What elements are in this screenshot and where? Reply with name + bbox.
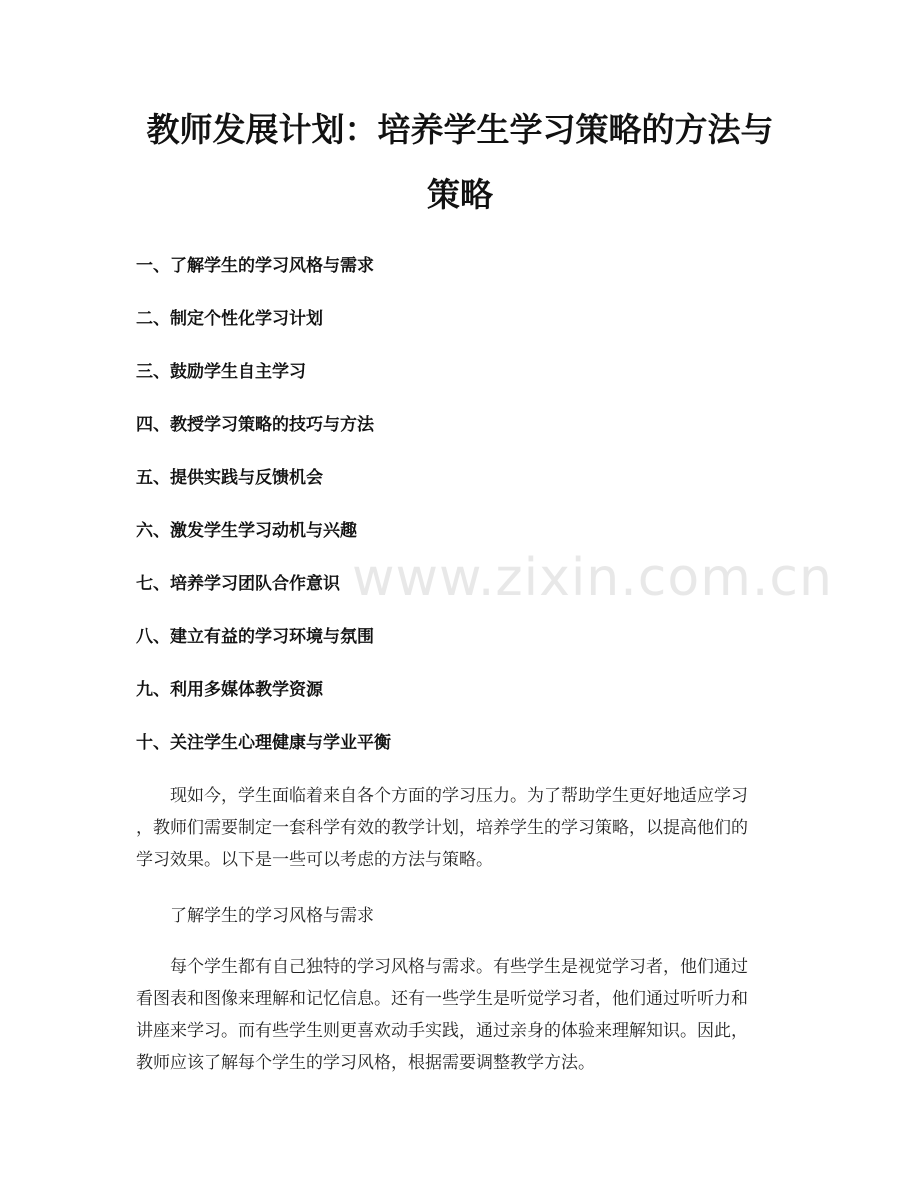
toc-item: 二、制定个性化学习计划 [136, 309, 323, 329]
toc-item: 五、提供实践与反馈机会 [136, 468, 323, 488]
toc-item: 七、培养学习团队合作意识 [136, 574, 340, 594]
intro-paragraph [136, 780, 784, 876]
toc-item: 八、建立有益的学习环境与氛围 [136, 627, 374, 647]
paragraph-line: ，教师们需要制定一套科学有效的教学计划，培养学生的学习策略，以提高他们的 [136, 818, 748, 838]
learning-style-paragraph [136, 951, 784, 1079]
toc-item: 三、鼓励学生自主学习 [136, 362, 306, 382]
watermark-text: www.zixin.com.cn [352, 548, 833, 608]
document-title-line1: 教师发展计划：培养学生学习策略的方法与 [146, 110, 774, 149]
paragraph-line: 看图表和图像来理解和记忆信息。还有一些学生是听觉学习者，他们通过听听力和 [136, 989, 748, 1009]
toc-item: 四、教授学习策略的技巧与方法 [136, 415, 374, 435]
paragraph-line: 讲座来学习。而有些学生则更喜欢动手实践，通过亲身的体验来理解知识。因此， [136, 1021, 748, 1041]
table-of-contents [136, 254, 391, 784]
paragraph-line: 教师应该了解每个学生的学习风格，根据需要调整教学方法。 [136, 1053, 595, 1073]
document-title-line2: 策略 [427, 175, 493, 214]
paragraph-line: 现如今，学生面临着来自各个方面的学习压力。为了帮助学生更好地适应学习 [170, 786, 748, 806]
toc-item: 一、了解学生的学习风格与需求 [136, 256, 374, 276]
toc-item: 六、激发学生学习动机与兴趣 [136, 521, 357, 541]
toc-item: 九、利用多媒体教学资源 [136, 680, 323, 700]
paragraph-line: 每个学生都有自己独特的学习风格与需求。有些学生是视觉学习者，他们通过 [170, 957, 748, 977]
paragraph-line: 学习效果。以下是一些可以考虑的方法与策略。 [136, 850, 493, 870]
section-subheading: 了解学生的学习风格与需求 [170, 906, 374, 926]
toc-item: 十、关注学生心理健康与学业平衡 [136, 733, 391, 753]
